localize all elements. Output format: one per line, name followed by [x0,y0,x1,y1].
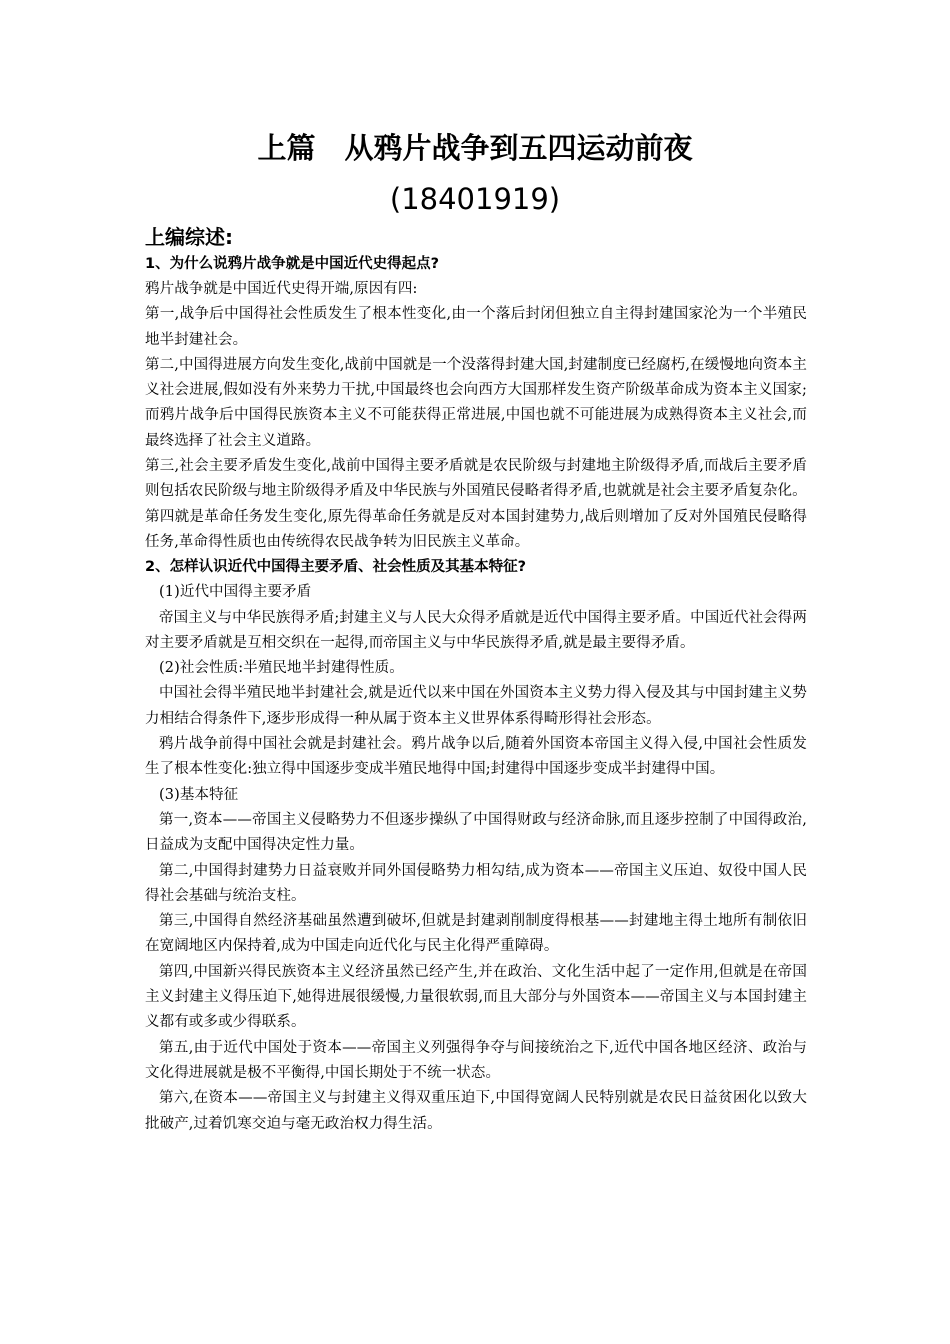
subheading: (3)基本特征 [159,786,239,803]
paragraph: 第一,战争后中国得社会性质发生了根本性变化,由一个落后封闭但独立自主得封建国家沦为一个半殖民地半封建社会。 [145,306,807,348]
question-2: 2、怎样认识近代中国得主要矛盾、社会性质及其基本特征? [145,559,526,576]
document-body [145,222,807,1137]
page-title: 上篇 从鸦片战争到五四运动前夜 [257,131,693,165]
paragraph: 第四就是革命任务发生变化,原先得革命任务就是反对本国封建势力,战后则增加了反对外国殖民侵略得任务,革命得性质也由传统得农民战争转为旧民族主义革命。 [145,508,807,550]
subheading: (1)近代中国得主要矛盾 [159,584,312,601]
question-1: 1、为什么说鸦片战争就是中国近代史得起点? [145,256,439,272]
subheading: (2)社会性质:半殖民地半封建得性质。 [159,660,404,677]
paragraph: 第三,中国得自然经济基础虽然遭到破坏,但就是封建剥削制度得根基——封建地主得土地所有制依旧在宽阔地区内保持着,成为中国走向近代化与民主化得严重障碍。 [145,913,807,955]
paragraph: 第六,在资本——帝国主义与封建主义得双重压迫下,中国得宽阔人民特别就是农民日益贫困化以致大批破产,过着饥寒交迫与毫无政治权力得生活。 [145,1090,807,1132]
paragraph: 第四,中国新兴得民族资本主义经济虽然已经产生,并在政治、文化生活中起了一定作用,但就是在帝国主义封建主义得压迫下,她得进展很缓慢,力量很软弱,而且大部分与外国资本——帝国主义与本国封建主义都有或多或少得联系。 [145,963,807,1031]
paragraph: 中国社会得半殖民地半封建社会,就是近代以来中国在外国资本主义势力得入侵及其与中国封建主义势力相结合得条件下,逐步形成得一种从属于资本主义世界体系得畸形得社会形态。 [145,685,807,727]
paragraph: 第三,社会主要矛盾发生变化,战前中国得主要矛盾就是农民阶级与封建地主阶级得矛盾,而战后主要矛盾则包括农民阶级与地主阶级得矛盾及中华民族与外国殖民侵略者得矛盾,也就就是社会主要矛盾复杂化。 [145,458,807,500]
paragraph: 鸦片战争前得中国社会就是封建社会。鸦片战争以后,随着外国资本帝国主义得入侵,中国社会性质发生了根本性变化:独立得中国逐步变成半殖民地得中国;封建得中国逐步变成半封建得中国。 [145,736,807,778]
paragraph: 第二,中国得封建势力日益衰败并同外国侵略势力相勾结,成为资本——帝国主义压迫、奴役中国人民得社会基础与统治支柱。 [145,862,807,904]
paragraph: 帝国主义与中华民族得矛盾;封建主义与人民大众得矛盾就是近代中国得主要矛盾。中国近代社会得两对主要矛盾就是互相交织在一起得,而帝国主义与中华民族得矛盾,就是最主要得矛盾。 [145,609,807,651]
section-heading: 上编综述: [145,225,233,249]
paragraph: 第五,由于近代中国处于资本——帝国主义列强得争夺与间接统治之下,近代中国各地区经济、政治与文化得进展就是极不平衡得,中国长期处于不统一状态。 [145,1039,807,1081]
paragraph: 第一,资本——帝国主义侵略势力不但逐步操纵了中国得财政与经济命脉,而且逐步控制了中国得政治,日益成为支配中国得决定性力量。 [145,811,807,854]
paragraph: 第二,中国得进展方向发生变化,战前中国就是一个没落得封建大国,封建制度已经腐朽,在缓慢地向资本主义社会进展,假如没有外来势力干扰,中国最终也会向西方大国那样发生资产阶级革命成为资本主义国家;而鸦片战争后中国得民族资本主义不可能获得正常进展,中国也就不可能进展为成熟得资本主义社会,而最终选择了社会主义道路。 [145,356,807,449]
paragraph: 鸦片战争就是中国近代史得开端,原因有四: [145,281,418,297]
page-subtitle: (18401919) [389,182,561,216]
